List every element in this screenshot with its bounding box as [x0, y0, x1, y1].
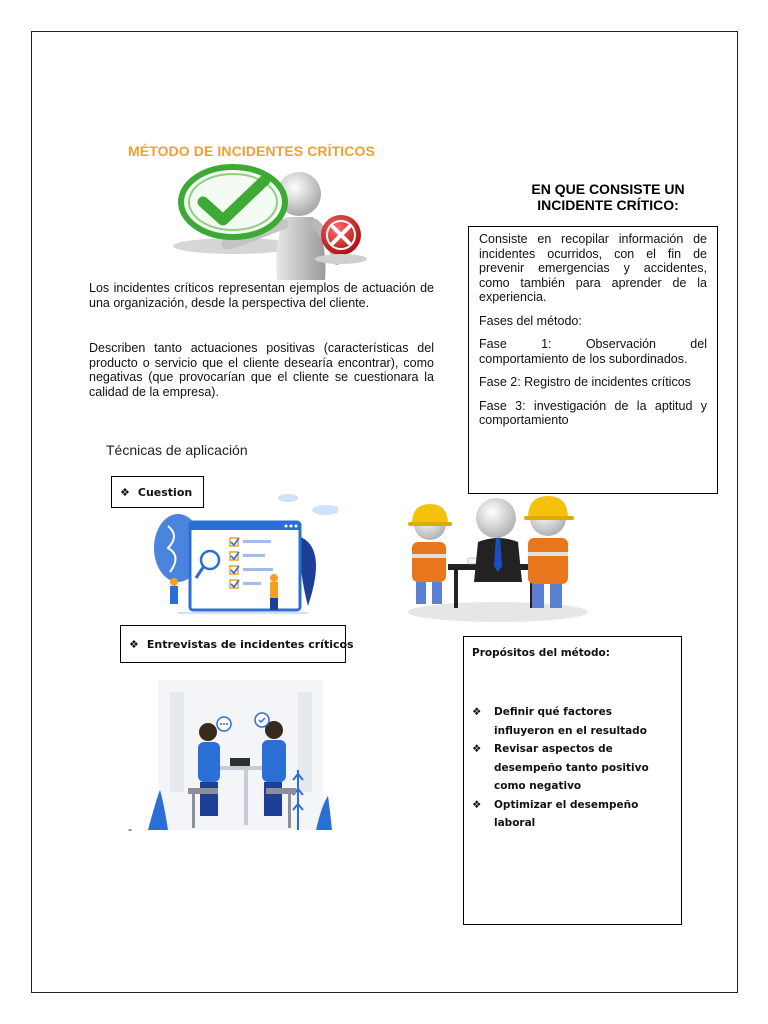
- purposes-title: Propósitos del método:: [472, 647, 610, 659]
- definition-heading: EN QUE CONSISTE UN INCIDENTE CRÍTICO:: [531, 181, 685, 213]
- page-title: MÉTODO DE INCIDENTES CRÍTICOS: [128, 143, 375, 159]
- technique-item-entrevistas: [120, 625, 354, 663]
- purpose-text: Definir qué factores influyeron en el resultado: [494, 706, 647, 737]
- phases-heading: Fases del método:: [479, 313, 582, 328]
- technique-label: Cuestion: [137, 485, 193, 499]
- purpose-text: Optimizar el desempeño laboral: [494, 798, 639, 829]
- purposes-list: [472, 703, 673, 833]
- purpose-item: [472, 796, 673, 833]
- phase-1: Fase 1: Observación del comportamiento de los subordinados.: [479, 337, 707, 366]
- phase-3: Fase 3: investigación de la aptitud y comportamiento: [479, 398, 707, 427]
- purposes-box: [463, 636, 682, 925]
- interview-illustration: [148, 670, 333, 835]
- purpose-item: [472, 740, 673, 796]
- check-cross-figure-illustration: [165, 162, 375, 280]
- definition-paragraph: Consiste en recopilar información de incidentes ocurridos, con el fin de prevenir emergencias y accidentes, como también para aprender de la experiencia.: [479, 232, 707, 304]
- technique-label: Entrevistas de incidentes críticos: [146, 637, 354, 651]
- workers-meeting-illustration: [400, 494, 595, 624]
- purpose-item: [472, 703, 673, 740]
- diamond-bullet-icon: ❖: [129, 637, 139, 651]
- technique-item-cuestion: [111, 476, 204, 508]
- diamond-bullet-icon: ❖: [472, 743, 482, 755]
- diamond-bullet-icon: ❖: [472, 798, 482, 811]
- phase-2: Fase 2: Registro de incidentes críticos: [479, 375, 691, 389]
- diamond-bullet-icon: ❖: [472, 706, 482, 718]
- definition-box: [468, 226, 718, 494]
- intro-paragraph: Los incidentes críticos representan ejemplos de actuación de una organización, desde la perspectiva del cliente.: [89, 281, 434, 310]
- techniques-heading: Técnicas de aplicación: [106, 442, 248, 458]
- description-paragraph: Describen tanto actuaciones positivas (características del producto o servicio que el cliente desearía encontrar), como negativas (que provocarían que el cliente se cuestionara la calidad de la empresa).: [89, 341, 434, 399]
- purpose-text: Revisar aspectos de desempeño tanto positivo como negativo: [494, 743, 649, 792]
- diamond-bullet-icon: ❖: [120, 485, 130, 499]
- stray-dash: -: [128, 822, 132, 836]
